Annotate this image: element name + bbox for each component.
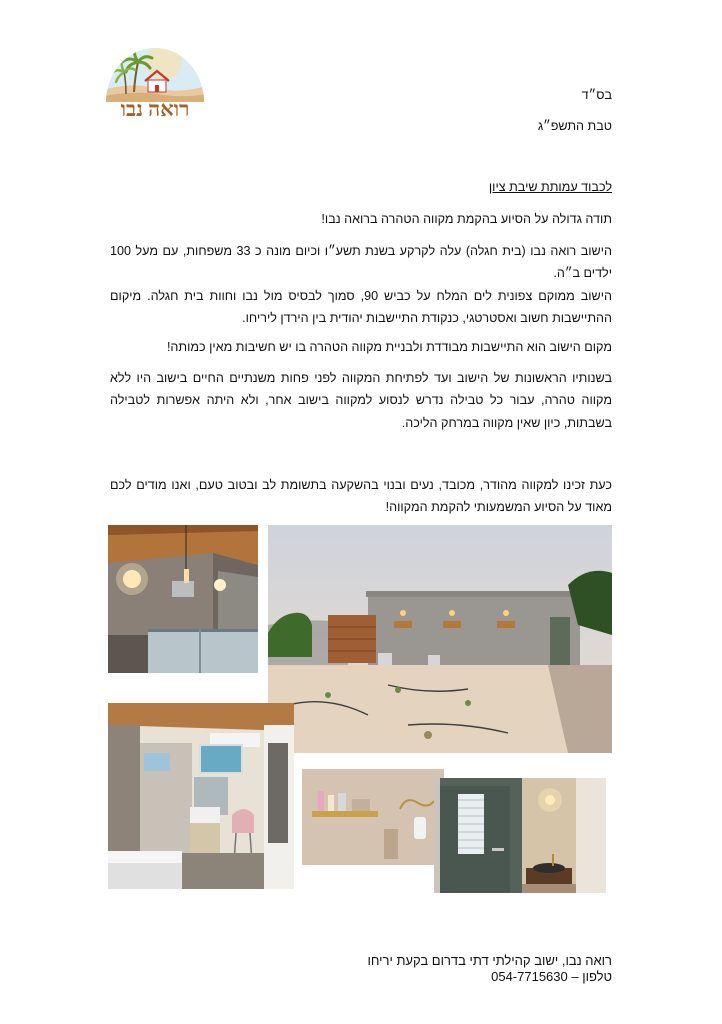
paragraph-history: בשנותיו הראשונות של הישוב ועד לפתיחת המקווה לפני פחות משנתיים החיים בישוב היו ללא מקווה טהרה, עבור כל טבילה נדרש לנסוע למקווה בישוב אחר, ולא היתה אפשרות לטבילה בשבתות, כיון שאין מקווה במרחק הליכה. [110, 371, 612, 430]
photo-door [434, 778, 522, 893]
photo-exterior-building [268, 525, 612, 753]
paragraph-importance: מקום הישוב הוא התיישבות מבודדת ולבניית מקווה הטהרה בו יש חשיבות מאין כמותה! [166, 340, 612, 354]
bsd-text: בס״ד [581, 88, 612, 102]
logo-text: רואה נבו [120, 97, 190, 121]
paragraph-founding: הישוב רואה נבו (בית חגלה) עלה לקרקע בשנת תשע״ו וכיום מונה כ 33 משפחות, עם מעל 100 ילדים ב״ה. [110, 244, 612, 281]
photo-bathroom [108, 703, 294, 889]
thanks-line: תודה גדולה על הסיוע בהקמת מקווה הטהרה ברואה נבו! [321, 212, 612, 226]
letter-date: טבת התשפ״ג [537, 119, 612, 133]
addressee: לכבוד עמותת שיבת ציון [488, 180, 612, 194]
photo-sink [522, 778, 606, 893]
footer-phone: טלפון – 054-7715630 [491, 969, 612, 984]
paragraph-gratitude: כעת זכינו למקווה מהודר, מכובד, נעים ובנוי בהשקעה בתשומת לב ובטוב טעם, ואנו מודים לכם מאוד על הסיוע המשמעותי להקמת המקווה! [110, 478, 612, 515]
footer-address: רואה נבו, ישוב קהילתי דתי בדרום בקעת יריחו [367, 953, 612, 968]
photo-shelves [302, 769, 444, 865]
paragraph-location: הישוב ממוקם צפונית לים המלח על כביש 90, סמוך לבסיס מול נבו וחוות בית חגלה. מיקום ההתיישבות חשוב ואסטרטגי, כנקודת התיישבות יהודית בין הירדן ליריחו. [110, 289, 612, 326]
photo-interior-corridor [108, 525, 258, 673]
